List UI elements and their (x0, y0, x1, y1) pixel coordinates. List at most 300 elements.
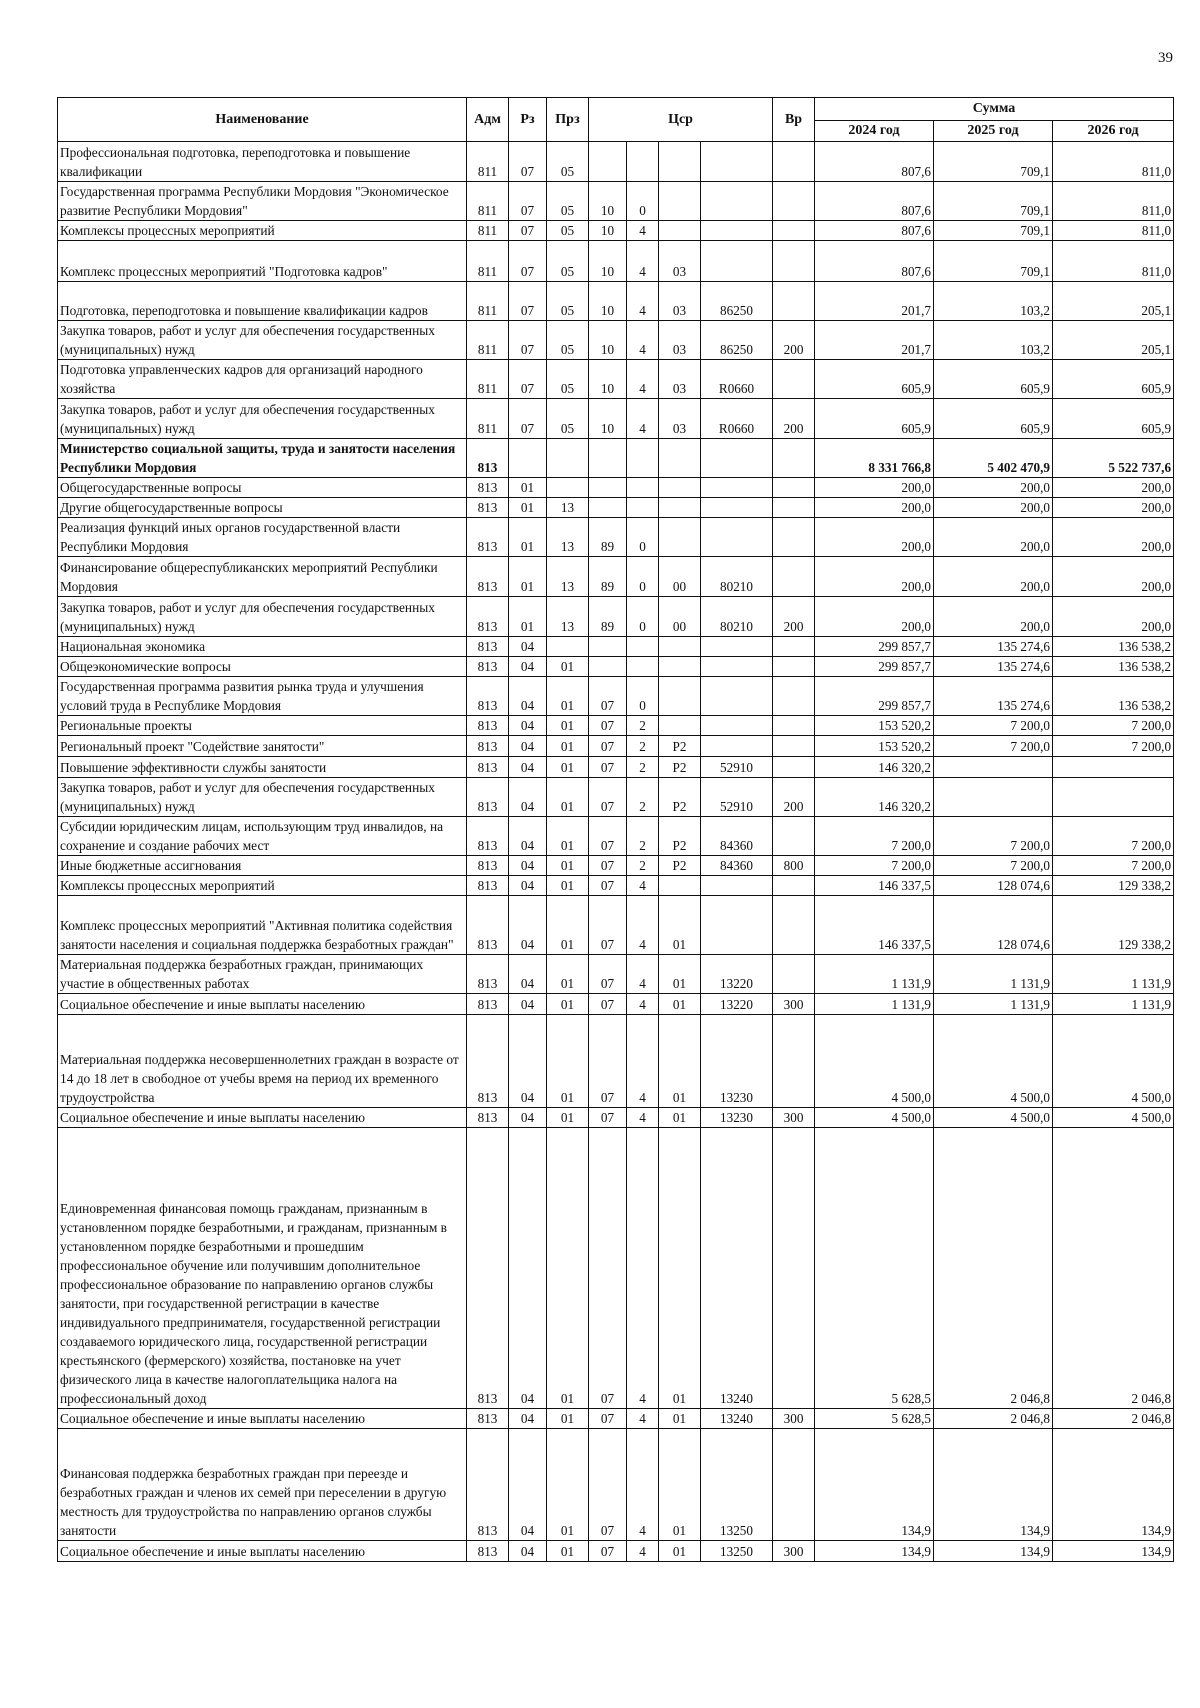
cell-adm: 813 (467, 856, 509, 876)
cell-csr-type: 4 (627, 955, 659, 994)
cell-csr-program: 07 (589, 994, 627, 1015)
cell-csr-program: 89 (589, 518, 627, 557)
cell-sum-2024: 146 320,2 (815, 778, 934, 817)
cell-sum-2026: 811,0 (1053, 142, 1174, 182)
header-csr: Цср (589, 98, 773, 142)
cell-rz: 01 (509, 498, 547, 518)
cell-sum-2026: 200,0 (1053, 478, 1174, 498)
cell-csr-event: P2 (659, 817, 701, 856)
cell-sum-2026: 5 522 737,6 (1053, 439, 1174, 478)
cell-csr-type: 2 (627, 778, 659, 817)
cell-csr-program (589, 142, 627, 182)
cell-adm: 813 (467, 1409, 509, 1429)
cell-adm: 813 (467, 736, 509, 757)
table-row (58, 498, 1174, 518)
cell-csr-direction: 13250 (701, 1541, 773, 1562)
cell-csr-direction (701, 876, 773, 896)
cell-csr-program: 07 (589, 1541, 627, 1562)
cell-prz: 01 (547, 1541, 589, 1562)
cell-csr-type: 0 (627, 597, 659, 637)
cell-sum-2025: 7 200,0 (934, 716, 1053, 736)
cell-adm: 811 (467, 221, 509, 241)
cell-prz: 05 (547, 241, 589, 282)
table-row (58, 597, 1174, 637)
cell-csr-program: 07 (589, 1429, 627, 1541)
cell-prz: 01 (547, 856, 589, 876)
cell-rz: 04 (509, 637, 547, 657)
cell-prz (547, 637, 589, 657)
cell-vr (773, 736, 815, 757)
cell-sum-2025: 709,1 (934, 241, 1053, 282)
cell-sum-2024: 5 628,5 (815, 1409, 934, 1429)
cell-sum-2025: 4 500,0 (934, 1108, 1053, 1128)
cell-csr-type (627, 142, 659, 182)
cell-sum-2024: 8 331 766,8 (815, 439, 934, 478)
cell-adm: 813 (467, 778, 509, 817)
cell-csr-direction (701, 518, 773, 557)
cell-rz: 07 (509, 182, 547, 221)
cell-sum-2024: 1 131,9 (815, 994, 934, 1015)
cell-sum-2026: 129 338,2 (1053, 896, 1174, 955)
cell-sum-2026: 1 131,9 (1053, 955, 1174, 994)
cell-sum-2024: 4 500,0 (815, 1108, 934, 1128)
cell-name: Комплекс процессных мероприятий "Активная политика содействия занятости населения и социальная поддержка безработных граждан" (58, 896, 467, 955)
header-name: Наименование (58, 98, 467, 142)
cell-sum-2024: 201,7 (815, 321, 934, 360)
cell-rz: 04 (509, 757, 547, 778)
table-row (58, 557, 1174, 597)
cell-sum-2025: 200,0 (934, 478, 1053, 498)
cell-csr-event: P2 (659, 856, 701, 876)
cell-rz: 04 (509, 677, 547, 716)
cell-adm: 813 (467, 1429, 509, 1541)
cell-csr-program: 07 (589, 1015, 627, 1108)
cell-sum-2025: 7 200,0 (934, 856, 1053, 876)
cell-rz: 07 (509, 142, 547, 182)
cell-sum-2025: 7 200,0 (934, 736, 1053, 757)
cell-sum-2026: 811,0 (1053, 221, 1174, 241)
cell-csr-direction: 13240 (701, 1128, 773, 1409)
table-row (58, 1128, 1174, 1409)
cell-name: Подготовка, переподготовка и повышение квалификации кадров (58, 282, 467, 321)
table-body (58, 142, 1174, 1562)
cell-rz: 04 (509, 1015, 547, 1108)
cell-sum-2026: 136 538,2 (1053, 637, 1174, 657)
cell-rz: 07 (509, 399, 547, 439)
cell-sum-2026: 200,0 (1053, 498, 1174, 518)
cell-sum-2026: 2 046,8 (1053, 1128, 1174, 1409)
cell-csr-program: 07 (589, 896, 627, 955)
cell-sum-2024: 200,0 (815, 557, 934, 597)
cell-prz: 01 (547, 657, 589, 677)
cell-csr-type: 4 (627, 1409, 659, 1429)
cell-sum-2025: 135 274,6 (934, 657, 1053, 677)
cell-sum-2024: 200,0 (815, 478, 934, 498)
cell-sum-2025: 134,9 (934, 1541, 1053, 1562)
cell-sum-2025: 605,9 (934, 360, 1053, 399)
cell-vr (773, 1128, 815, 1409)
cell-name: Государственная программа развития рынка труда и улучшения условий труда в Республике Мордовия (58, 677, 467, 716)
cell-csr-program: 07 (589, 757, 627, 778)
cell-vr (773, 896, 815, 955)
cell-adm: 813 (467, 439, 509, 478)
table-row (58, 1015, 1174, 1108)
cell-sum-2025: 2 046,8 (934, 1409, 1053, 1429)
cell-csr-direction (701, 478, 773, 498)
cell-csr-direction: 13230 (701, 1108, 773, 1128)
cell-vr (773, 1015, 815, 1108)
cell-csr-type: 4 (627, 221, 659, 241)
cell-name: Министерство социальной защиты, труда и занятости населения Республики Мордовия (58, 439, 467, 478)
cell-sum-2024: 605,9 (815, 360, 934, 399)
cell-csr-event: 03 (659, 241, 701, 282)
table-row (58, 817, 1174, 856)
cell-csr-direction (701, 637, 773, 657)
table-row (58, 657, 1174, 677)
cell-sum-2026: 134,9 (1053, 1541, 1174, 1562)
table-row (58, 757, 1174, 778)
cell-csr-type: 4 (627, 282, 659, 321)
cell-prz: 13 (547, 557, 589, 597)
cell-sum-2025: 709,1 (934, 182, 1053, 221)
cell-sum-2026 (1053, 757, 1174, 778)
cell-adm: 813 (467, 876, 509, 896)
cell-adm: 813 (467, 896, 509, 955)
cell-vr (773, 478, 815, 498)
cell-vr: 200 (773, 321, 815, 360)
cell-rz: 01 (509, 478, 547, 498)
cell-csr-event (659, 637, 701, 657)
cell-name: Единовременная финансовая помощь гражданам, признанным в установленном порядке безработными, и гражданам, признанным в установленном порядке безработными и прошедшим профессиональное обучение или получившим дополнительное профессиональное образование по направлению органов службы занятости, при государственной регистрации в качестве индивидуального предпринимателя, государственной регистрации создаваемого юридического лица, государственной регистрации крестьянского (фермерского) хозяйства, постановке на учет физического лица в качестве налогоплательщика налога на профессиональный доход (58, 1128, 467, 1409)
cell-name: Закупка товаров, работ и услуг для обеспечения государственных (муниципальных) нужд (58, 399, 467, 439)
cell-csr-direction (701, 142, 773, 182)
cell-csr-event: P2 (659, 736, 701, 757)
cell-csr-program: 07 (589, 716, 627, 736)
cell-sum-2024: 299 857,7 (815, 677, 934, 716)
cell-prz: 01 (547, 1409, 589, 1429)
cell-name: Финансирование общереспубликанских мероприятий Республики Мордовия (58, 557, 467, 597)
table-header (58, 98, 1174, 142)
cell-csr-event: 03 (659, 282, 701, 321)
cell-csr-program: 07 (589, 677, 627, 716)
header-year-2025: 2025 год (934, 121, 1053, 142)
cell-csr-program: 10 (589, 360, 627, 399)
cell-sum-2026: 7 200,0 (1053, 736, 1174, 757)
cell-adm: 811 (467, 321, 509, 360)
cell-csr-event (659, 182, 701, 221)
cell-csr-event (659, 439, 701, 478)
cell-csr-type: 2 (627, 856, 659, 876)
cell-vr: 300 (773, 1108, 815, 1128)
cell-name: Региональный проект "Содействие занятости" (58, 736, 467, 757)
table-row (58, 142, 1174, 182)
cell-vr: 300 (773, 994, 815, 1015)
cell-adm: 813 (467, 518, 509, 557)
cell-sum-2025: 135 274,6 (934, 677, 1053, 716)
cell-prz: 05 (547, 282, 589, 321)
cell-sum-2025: 605,9 (934, 399, 1053, 439)
cell-sum-2025: 2 046,8 (934, 1128, 1053, 1409)
cell-prz: 01 (547, 994, 589, 1015)
cell-name: Государственная программа Республики Мордовия "Экономическое развитие Республики Мордовия" (58, 182, 467, 221)
cell-sum-2026: 200,0 (1053, 557, 1174, 597)
cell-csr-direction: 13250 (701, 1429, 773, 1541)
table-row (58, 1409, 1174, 1429)
cell-name: Закупка товаров, работ и услуг для обеспечения государственных (муниципальных) нужд (58, 778, 467, 817)
cell-csr-event: 01 (659, 994, 701, 1015)
cell-csr-event (659, 677, 701, 716)
cell-csr-type: 4 (627, 241, 659, 282)
cell-adm: 813 (467, 716, 509, 736)
cell-prz: 13 (547, 518, 589, 557)
cell-sum-2026: 205,1 (1053, 321, 1174, 360)
cell-name: Общеэкономические вопросы (58, 657, 467, 677)
cell-vr (773, 439, 815, 478)
cell-prz: 01 (547, 736, 589, 757)
cell-csr-direction (701, 716, 773, 736)
cell-csr-type (627, 439, 659, 478)
cell-sum-2026: 200,0 (1053, 597, 1174, 637)
cell-csr-program: 07 (589, 955, 627, 994)
cell-prz: 01 (547, 876, 589, 896)
cell-csr-event: 00 (659, 597, 701, 637)
cell-sum-2025: 709,1 (934, 142, 1053, 182)
cell-csr-direction: 86250 (701, 321, 773, 360)
header-rz: Рз (509, 98, 547, 142)
cell-sum-2024: 807,6 (815, 182, 934, 221)
cell-vr: 200 (773, 597, 815, 637)
cell-name: Закупка товаров, работ и услуг для обеспечения государственных (муниципальных) нужд (58, 321, 467, 360)
cell-csr-direction: 84360 (701, 817, 773, 856)
table-row (58, 778, 1174, 817)
cell-csr-event: 01 (659, 896, 701, 955)
cell-csr-type: 4 (627, 1015, 659, 1108)
cell-rz: 04 (509, 1429, 547, 1541)
cell-sum-2025: 200,0 (934, 557, 1053, 597)
cell-prz: 05 (547, 142, 589, 182)
cell-adm: 813 (467, 597, 509, 637)
cell-vr (773, 518, 815, 557)
cell-sum-2025: 200,0 (934, 597, 1053, 637)
table-row (58, 994, 1174, 1015)
cell-csr-direction: 52910 (701, 778, 773, 817)
cell-sum-2026: 7 200,0 (1053, 716, 1174, 736)
table-row (58, 321, 1174, 360)
cell-csr-direction: 80210 (701, 557, 773, 597)
cell-name: Национальная экономика (58, 637, 467, 657)
cell-adm: 813 (467, 955, 509, 994)
table-row (58, 399, 1174, 439)
header-adm: Адм (467, 98, 509, 142)
cell-sum-2024: 134,9 (815, 1429, 934, 1541)
cell-vr: 300 (773, 1541, 815, 1562)
cell-sum-2024: 807,6 (815, 221, 934, 241)
cell-sum-2024: 605,9 (815, 399, 934, 439)
table-row (58, 439, 1174, 478)
cell-adm: 813 (467, 1541, 509, 1562)
cell-csr-direction: 84360 (701, 856, 773, 876)
cell-prz: 01 (547, 1015, 589, 1108)
cell-sum-2025 (934, 757, 1053, 778)
cell-prz: 05 (547, 321, 589, 360)
cell-name: Реализация функций иных органов государственной власти Республики Мордовия (58, 518, 467, 557)
cell-rz: 07 (509, 360, 547, 399)
cell-sum-2024: 153 520,2 (815, 716, 934, 736)
cell-csr-event (659, 221, 701, 241)
cell-name: Финансовая поддержка безработных граждан при переезде и безработных граждан и членов их семей при переселении в другую местность для трудоустройства по направлению органов службы занятости (58, 1429, 467, 1541)
cell-name: Социальное обеспечение и иные выплаты населению (58, 1541, 467, 1562)
cell-sum-2026 (1053, 778, 1174, 817)
cell-rz: 04 (509, 1409, 547, 1429)
cell-prz: 01 (547, 1128, 589, 1409)
cell-sum-2025: 103,2 (934, 321, 1053, 360)
cell-sum-2024: 299 857,7 (815, 637, 934, 657)
cell-name: Общегосударственные вопросы (58, 478, 467, 498)
cell-adm: 813 (467, 677, 509, 716)
cell-csr-direction: R0660 (701, 360, 773, 399)
cell-name: Материальная поддержка безработных граждан, принимающих участие в общественных работах (58, 955, 467, 994)
cell-csr-type (627, 498, 659, 518)
cell-csr-type (627, 478, 659, 498)
cell-prz: 01 (547, 677, 589, 716)
cell-csr-event: 00 (659, 557, 701, 597)
cell-csr-event: P2 (659, 778, 701, 817)
cell-csr-type: 4 (627, 1429, 659, 1541)
cell-prz: 01 (547, 955, 589, 994)
cell-sum-2026: 136 538,2 (1053, 677, 1174, 716)
cell-rz: 04 (509, 896, 547, 955)
cell-sum-2024: 146 320,2 (815, 757, 934, 778)
cell-prz: 01 (547, 778, 589, 817)
cell-csr-program: 10 (589, 282, 627, 321)
cell-csr-event: 03 (659, 321, 701, 360)
table-row (58, 478, 1174, 498)
table-row (58, 896, 1174, 955)
cell-csr-direction (701, 498, 773, 518)
cell-csr-program: 07 (589, 1108, 627, 1128)
cell-csr-type: 4 (627, 876, 659, 896)
cell-csr-direction: 13220 (701, 955, 773, 994)
cell-rz: 01 (509, 597, 547, 637)
cell-csr-program (589, 657, 627, 677)
cell-sum-2025: 200,0 (934, 518, 1053, 557)
cell-csr-type: 4 (627, 360, 659, 399)
cell-sum-2026: 4 500,0 (1053, 1015, 1174, 1108)
cell-sum-2025: 4 500,0 (934, 1015, 1053, 1108)
cell-sum-2026: 205,1 (1053, 282, 1174, 321)
cell-name: Комплексы процессных мероприятий (58, 221, 467, 241)
cell-csr-program: 10 (589, 241, 627, 282)
cell-adm: 811 (467, 241, 509, 282)
cell-name: Субсидии юридическим лицам, использующим труд инвалидов, на сохранение и создание рабочих мест (58, 817, 467, 856)
cell-csr-direction (701, 221, 773, 241)
cell-prz: 13 (547, 498, 589, 518)
cell-vr (773, 557, 815, 597)
cell-csr-program: 89 (589, 557, 627, 597)
cell-csr-direction (701, 439, 773, 478)
cell-name: Иные бюджетные ассигнования (58, 856, 467, 876)
cell-csr-event: 01 (659, 1541, 701, 1562)
cell-rz (509, 439, 547, 478)
cell-csr-program (589, 637, 627, 657)
cell-name: Другие общегосударственные вопросы (58, 498, 467, 518)
cell-vr (773, 360, 815, 399)
cell-csr-program: 07 (589, 856, 627, 876)
cell-vr: 200 (773, 399, 815, 439)
cell-vr: 800 (773, 856, 815, 876)
cell-rz: 04 (509, 817, 547, 856)
cell-vr (773, 498, 815, 518)
cell-sum-2025: 135 274,6 (934, 637, 1053, 657)
cell-csr-type: 2 (627, 716, 659, 736)
cell-adm: 813 (467, 498, 509, 518)
cell-adm: 811 (467, 182, 509, 221)
cell-csr-event: 03 (659, 399, 701, 439)
cell-csr-event: 01 (659, 1409, 701, 1429)
cell-rz: 04 (509, 856, 547, 876)
cell-prz: 01 (547, 716, 589, 736)
cell-csr-event: 01 (659, 1108, 701, 1128)
cell-sum-2026: 7 200,0 (1053, 856, 1174, 876)
cell-csr-direction: 13220 (701, 994, 773, 1015)
cell-csr-type (627, 637, 659, 657)
cell-csr-event: 01 (659, 1128, 701, 1409)
cell-csr-type: 4 (627, 321, 659, 360)
cell-name: Социальное обеспечение и иные выплаты населению (58, 994, 467, 1015)
cell-adm: 813 (467, 1108, 509, 1128)
cell-rz: 07 (509, 321, 547, 360)
cell-vr (773, 876, 815, 896)
cell-adm: 813 (467, 657, 509, 677)
cell-adm: 813 (467, 994, 509, 1015)
cell-csr-program (589, 478, 627, 498)
cell-vr (773, 142, 815, 182)
cell-csr-type: 4 (627, 896, 659, 955)
table-row (58, 182, 1174, 221)
cell-vr (773, 657, 815, 677)
cell-name: Подготовка управленческих кадров для организаций народного хозяйства (58, 360, 467, 399)
cell-csr-event (659, 478, 701, 498)
cell-sum-2024: 5 628,5 (815, 1128, 934, 1409)
header-vr: Вр (773, 98, 815, 142)
cell-rz: 04 (509, 876, 547, 896)
cell-csr-type (627, 657, 659, 677)
cell-sum-2026: 811,0 (1053, 241, 1174, 282)
cell-vr (773, 637, 815, 657)
cell-adm: 813 (467, 1128, 509, 1409)
cell-vr: 300 (773, 1409, 815, 1429)
cell-csr-event (659, 518, 701, 557)
cell-csr-program: 10 (589, 221, 627, 241)
cell-sum-2024: 200,0 (815, 498, 934, 518)
table-row (58, 282, 1174, 321)
cell-csr-direction (701, 736, 773, 757)
cell-csr-type: 0 (627, 677, 659, 716)
cell-csr-type: 4 (627, 1128, 659, 1409)
cell-rz: 04 (509, 657, 547, 677)
cell-csr-event (659, 657, 701, 677)
cell-sum-2025 (934, 778, 1053, 817)
header-prz: Прз (547, 98, 589, 142)
table-row (58, 1541, 1174, 1562)
cell-name: Повышение эффективности службы занятости (58, 757, 467, 778)
cell-csr-program: 10 (589, 399, 627, 439)
cell-name: Материальная поддержка несовершеннолетних граждан в возрасте от 14 до 18 лет в свободное от учебы время на период их временного трудоустройства (58, 1015, 467, 1108)
cell-csr-program: 07 (589, 817, 627, 856)
cell-vr (773, 677, 815, 716)
cell-sum-2025: 1 131,9 (934, 994, 1053, 1015)
cell-adm: 811 (467, 399, 509, 439)
